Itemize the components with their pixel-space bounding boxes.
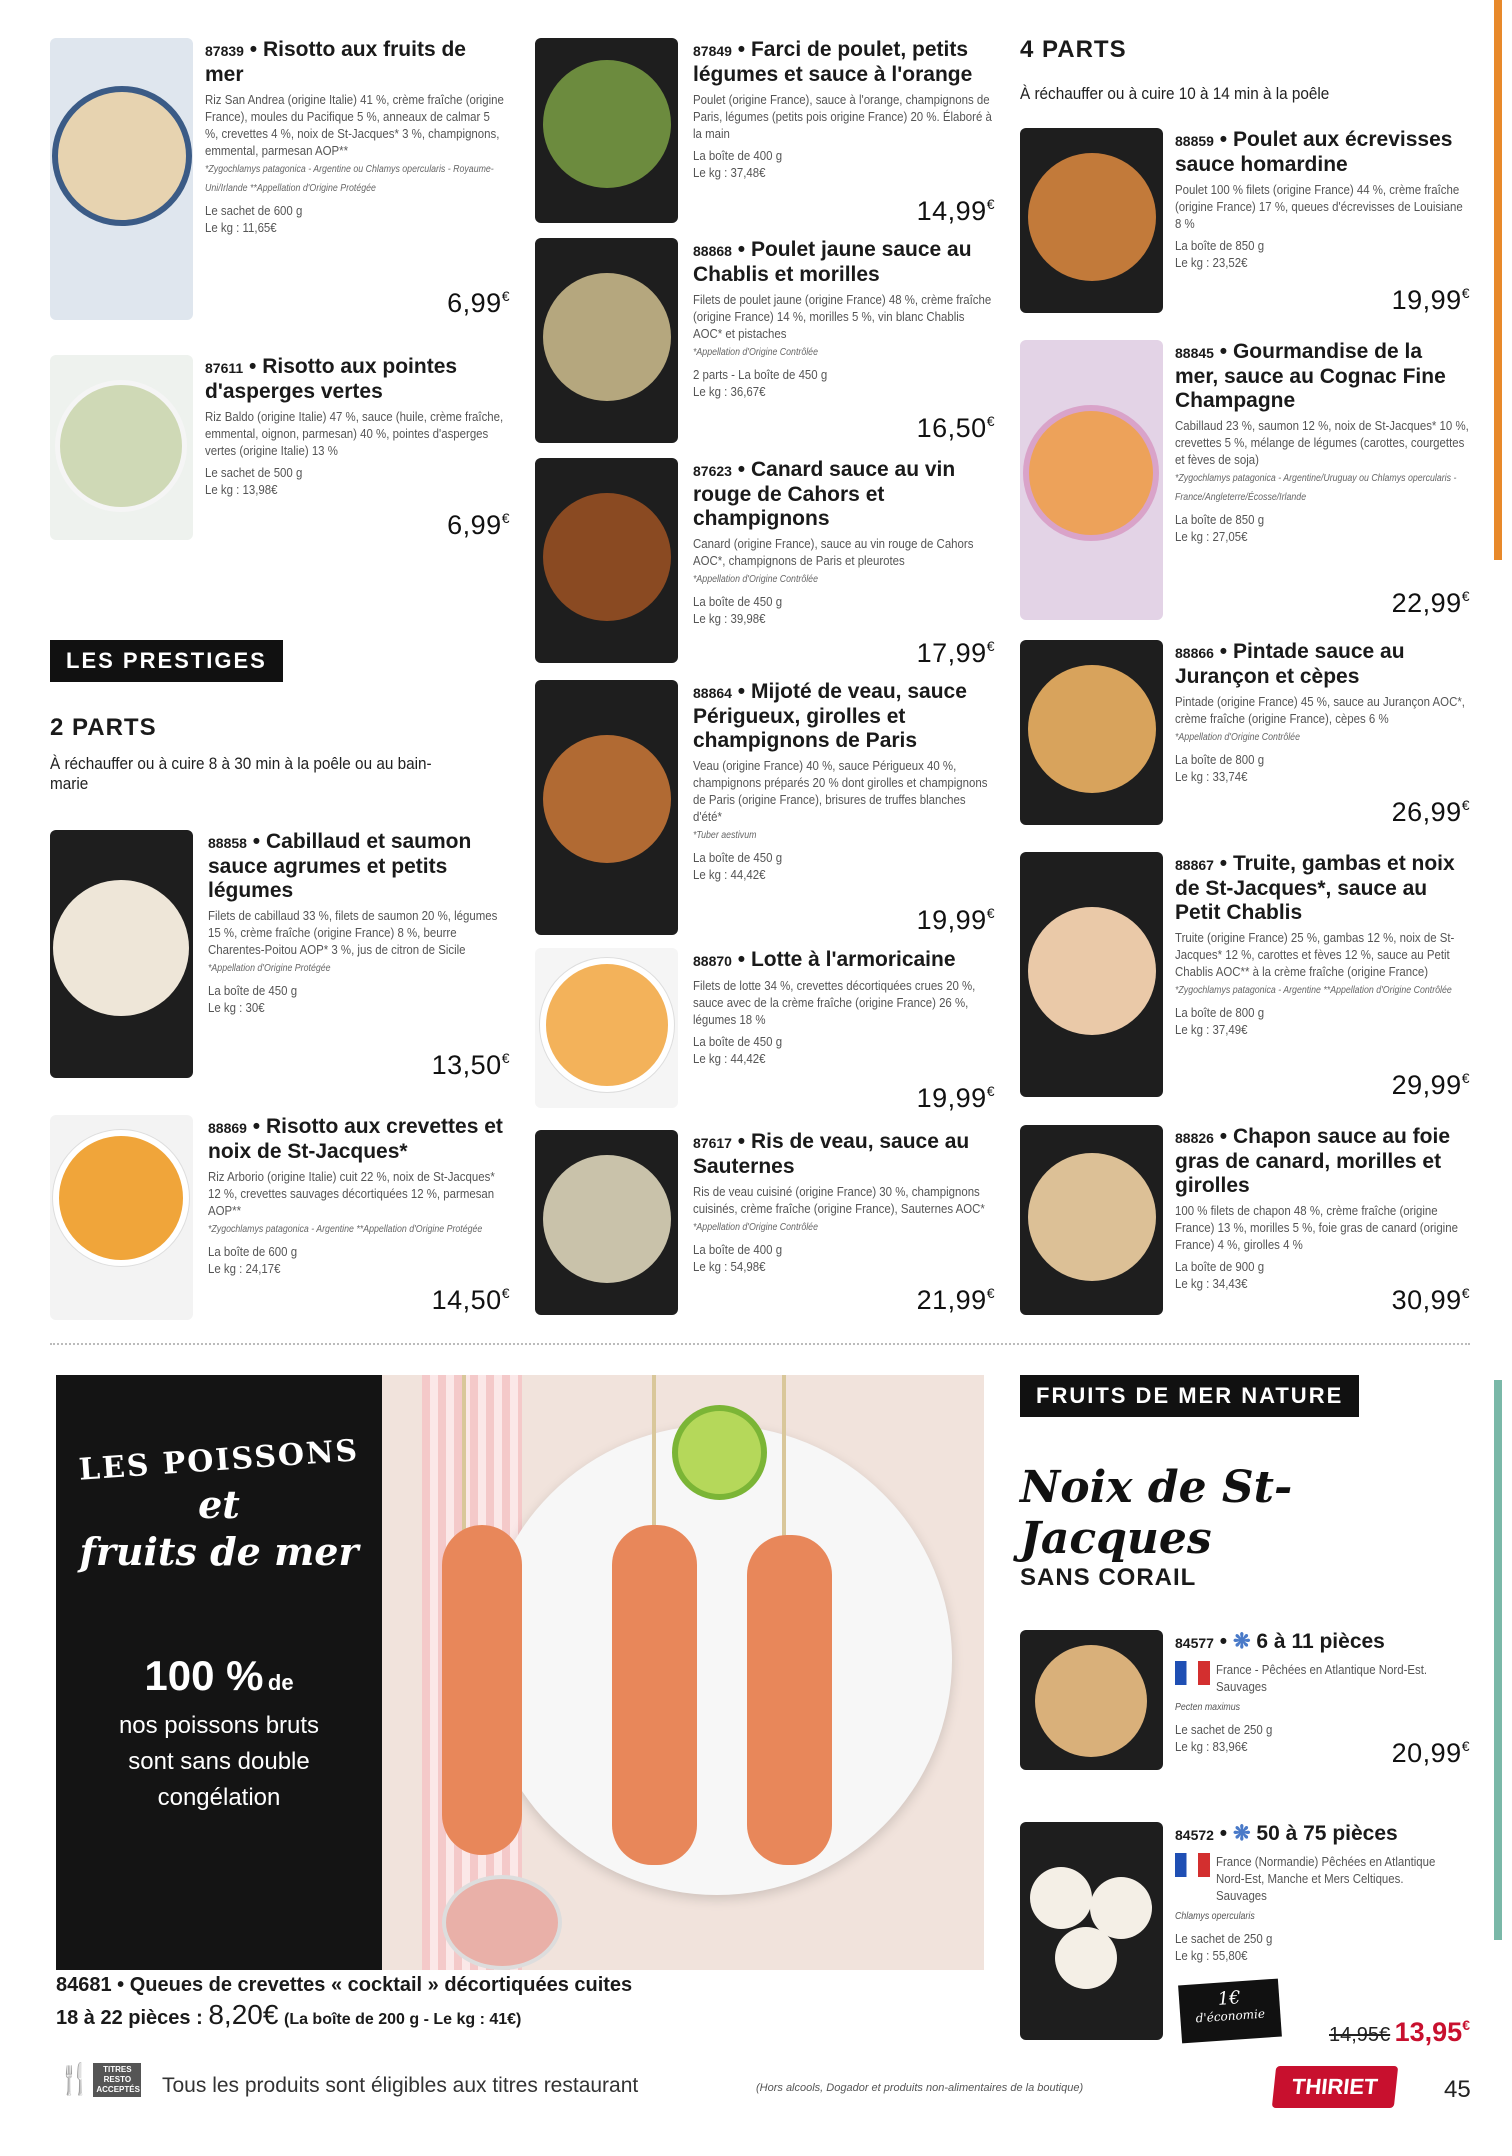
product-latin-name: Chlamys opercularis	[1175, 1911, 1255, 1922]
product-photo	[50, 38, 193, 320]
product-photo	[1020, 1630, 1163, 1770]
product-photo	[50, 355, 193, 540]
product-description: Riz Arborio (origine Italie) cuit 22 %, noix de St-Jacques* 12 %, crevettes sauvages décortiquées 12 %, parmesan AOP** *Zygochlamys patagonica - Argentine **Appellation d'Origine Protégée	[208, 1169, 495, 1235]
poissons-title: LES POISSONS	[77, 1433, 361, 1488]
product-pack: La boîte de 800 g Le kg : 33,74€	[1175, 752, 1265, 784]
shell-icon: ❋	[1232, 1822, 1251, 1845]
product-title: 88869 • Risotto aux crevettes et noix de St-Jacques*	[208, 1115, 503, 1163]
poissons-line3: congélation	[157, 1784, 281, 1811]
product-photo	[535, 948, 678, 1108]
product-price: 17,99€	[916, 638, 995, 668]
product-pack: La boîte de 450 g Le kg : 30€	[208, 983, 298, 1015]
poissons-percent: 100 %	[144, 1652, 264, 1699]
product-88858[interactable]	[50, 830, 510, 1080]
product-photo	[50, 1115, 193, 1320]
product-photo	[1020, 852, 1163, 1097]
crevettes-price: 8,20€	[208, 1999, 279, 2030]
product-origin: France - Pêchées en Atlantique Nord-Est. Sauvages	[1216, 1662, 1428, 1694]
product-title: 88867 • Truite, gambas et noix de St-Jacques*, sauce au Petit Chablis	[1175, 852, 1455, 924]
product-87611[interactable]	[50, 355, 510, 555]
product-photo	[535, 1130, 678, 1315]
footer	[56, 2060, 1476, 2130]
product-88864[interactable]	[535, 680, 995, 940]
product-pack: Le sachet de 600 g Le kg : 11,65€	[205, 203, 303, 235]
product-photo	[535, 458, 678, 663]
france-flag-icon	[1175, 1661, 1210, 1685]
poissons-banner	[56, 1375, 984, 1970]
product-84572[interactable]	[1020, 1822, 1470, 2047]
product-title: 87849 • Farci de poulet, petits légumes et sauce à l'orange	[693, 38, 973, 86]
product-price: 6,99€	[447, 510, 510, 540]
old-price: 14,95€	[1329, 2024, 1391, 2046]
parts-label: 2 PARTS	[50, 714, 157, 741]
product-87849[interactable]	[535, 38, 995, 233]
product-title: 88845 • Gourmandise de la mer, sauce au Cognac Fine Champagne	[1175, 340, 1446, 412]
crevettes-line1: 84681 • Queues de crevettes « cocktail » décortiquées cuites	[56, 1974, 633, 1996]
product-description: Filets de poulet jaune (origine France) 48 %, crème fraîche (origine France) 14 %, morilles 5 %, vin blanc Chablis AOC* et pistaches *Appellation d'Origine Contrôlée	[693, 292, 992, 358]
section-divider	[50, 1343, 1470, 1345]
cutlery-icon: 🍴	[56, 2063, 94, 2096]
product-price: 14,99€	[916, 196, 995, 226]
product-price: 13,50€	[431, 1050, 510, 1080]
product-pack: Le sachet de 500 g Le kg : 13,98€	[205, 465, 303, 497]
product-pack: La boîte de 400 g Le kg : 54,98€	[693, 1242, 783, 1274]
product-description: Truite (origine France) 25 %, gambas 12 %, noix de St-Jacques* 12 %, carottes et fèves 12 %, sauce au Petit Chablis AOC** à la crème fraîche (origine France) *Zygochlamys patagonica - Argentine **Appellation d'Origine Contrôlée	[1175, 930, 1455, 996]
product-title: 87623 • Canard sauce au vin rouge de Cahors et champignons	[693, 458, 956, 530]
product-title: 88859 • Poulet aux écrevisses sauce homardine	[1175, 128, 1453, 176]
product-photo	[1020, 128, 1163, 313]
product-price: 20,99€	[1391, 1738, 1470, 1768]
reheat-instructions: À réchauffer ou à cuire 8 à 30 min à la poêle ou au bain-marie	[50, 754, 432, 793]
product-title: 88864 • Mijoté de veau, sauce Périgueux, girolles et champignons de Paris	[693, 680, 967, 752]
product-pack: La boîte de 800 g Le kg : 37,49€	[1175, 1005, 1265, 1037]
product-price: 13,95€	[1394, 2017, 1470, 2047]
poissons-black-panel	[56, 1375, 382, 1970]
orange-edge-bar	[1494, 0, 1502, 560]
product-price: 30,99€	[1391, 1285, 1470, 1315]
nature-script-title: Noix de St-Jacques	[1020, 1462, 1293, 1564]
product-price: 19,99€	[916, 905, 995, 935]
product-88867[interactable]	[1020, 852, 1470, 1102]
product-photo	[535, 680, 678, 935]
product-price: 29,99€	[1391, 1070, 1470, 1100]
product-88859[interactable]	[1020, 128, 1470, 328]
shell-icon: ❋	[1232, 1630, 1251, 1653]
product-price: 26,99€	[1391, 797, 1470, 827]
product-87623[interactable]	[535, 458, 995, 673]
footer-text: Tous les produits sont éligibles aux titres restaurant	[162, 2074, 639, 2097]
poissons-line2: sont sans double	[128, 1748, 310, 1775]
product-title: 84572 • ❋ 50 à 75 pièces	[1175, 1822, 1398, 1845]
france-flag-icon	[1175, 1853, 1210, 1877]
product-88845[interactable]	[1020, 340, 1470, 630]
product-title: 88868 • Poulet jaune sauce au Chablis et morilles	[693, 238, 972, 286]
section-header-fruits-de-mer-nature: FRUITS DE MER NATURE	[1020, 1375, 1359, 1417]
product-pack: La boîte de 450 g Le kg : 39,98€	[693, 594, 783, 626]
product-88868[interactable]	[535, 238, 995, 448]
nature-subtitle: SANS CORAIL	[1020, 1564, 1197, 1591]
product-latin-name: Pecten maximus	[1175, 1702, 1241, 1713]
shrimp-photo	[382, 1375, 984, 1970]
crevettes-product[interactable]	[56, 1974, 986, 2031]
product-title: 88826 • Chapon sauce au foie gras de canard, morilles et girolles	[1175, 1125, 1451, 1197]
product-description: Filets de cabillaud 33 %, filets de saumon 20 %, légumes 15 %, crème fraîche (origine France) 8 %, beurre Charentes-Poitou AOP* 3 %, jus de citron de Sicile *Appellation d'Origine Protégée	[208, 908, 498, 974]
product-description: Canard (origine France), sauce au vin rouge de Cahors AOC*, champignons de Paris et pleurotes *Appellation d'Origine Contrôlée	[693, 536, 974, 585]
savings-badge: 1€ d'économie	[1178, 1979, 1282, 2044]
product-description: Poulet (origine France), sauce à l'orange, champignons de Paris, légumes (petits pois origine France) 20 %. Élaboré à la main	[693, 92, 992, 141]
product-photo	[1020, 340, 1163, 620]
product-pack: La boîte de 450 g Le kg : 44,42€	[693, 850, 783, 882]
product-origin: France (Normandie) Pêchées en Atlantique Nord-Est, Manche et Mers Celtiques. Sauvages	[1216, 1854, 1436, 1903]
teal-edge-bar	[1494, 1380, 1502, 1940]
product-photo	[1020, 640, 1163, 825]
product-title: 87617 • Ris de veau, sauce au Sauternes	[693, 1130, 970, 1178]
product-description: Filets de lotte 34 %, crevettes décortiquées crues 20 %, sauce avec de la crème fraîche (origine France) 26 %, légumes 18 %	[693, 978, 976, 1027]
product-price: 14,50€	[431, 1285, 510, 1315]
product-description: Pintade (origine France) 45 %, sauce au Jurançon AOC*, crème fraîche (origine France), cèpes 6 % *Appellation d'Origine Contrôlée	[1175, 694, 1465, 743]
crevettes-pack: (La boîte de 200 g - Le kg : 41€)	[283, 2011, 522, 2028]
product-pack: La boîte de 850 g Le kg : 27,05€	[1175, 512, 1265, 544]
product-photo	[535, 38, 678, 223]
poissons-de: de	[267, 1670, 294, 1695]
product-title: 88870 • Lotte à l'armoricaine	[693, 948, 956, 971]
product-88866[interactable]	[1020, 640, 1470, 840]
product-description: Riz Baldo (origine Italie) 47 %, sauce (huile, crème fraîche, emmental, oignon, parmesan) 40 %, pointes d'asperges vertes (origine Italie) 13 %	[205, 409, 504, 458]
product-pack: 2 parts - La boîte de 450 g Le kg : 36,67€	[693, 367, 828, 399]
poissons-line1: nos poissons bruts	[118, 1712, 320, 1739]
product-title: 87839 • Risotto aux fruits de mer	[205, 38, 466, 86]
product-pack: La boîte de 400 g Le kg : 37,48€	[693, 148, 783, 180]
product-title: 87611 • Risotto aux pointes d'asperges vertes	[205, 355, 458, 403]
product-description: 100 % filets de chapon 48 %, crème fraîche (origine France) 13 %, morilles 5 %, foie gras de canard (origine France) 4 %, girolles 4 %	[1175, 1203, 1458, 1252]
product-price: 19,99€	[916, 1083, 995, 1113]
thiriet-logo: THIRIET	[1272, 2066, 1398, 2108]
product-description: Cabillaud 23 %, saumon 12 %, noix de St-Jacques* 10 %, crevettes 5 %, mélange de légumes (carottes, courgettes et fèves de soja) *Zygochlamys patagonica - Argentine/Uruguay ou Chlamys opercularis - France/Angleterre/Écosse/Irlande	[1175, 418, 1469, 503]
product-description: Poulet 100 % filets (origine France) 44 %, crème fraîche (origine France) 17 %, queues d'écrevisses de Louisiane 8 %	[1175, 182, 1463, 231]
product-photo	[535, 238, 678, 443]
poissons-subtitle: fruits de mer	[79, 1529, 359, 1574]
poissons-et: et	[198, 1482, 240, 1527]
product-88869[interactable]	[50, 1115, 510, 1330]
product-title: 88866 • Pintade sauce au Jurançon et cèpes	[1175, 640, 1405, 688]
product-photo	[50, 830, 193, 1078]
product-price: 21,99€	[916, 1285, 995, 1315]
product-pack: Le sachet de 250 g Le kg : 83,96€	[1175, 1722, 1273, 1754]
product-description: Veau (origine France) 40 %, sauce Périgueux 40 %, champignons préparés 20 % dont girolles et champignons de Paris (origine France), brisures de truffes blanches d'été* *Tuber aestivum	[693, 758, 988, 841]
product-description: Ris de veau cuisiné (origine France) 30 %, champignons cuisinés, crème fraîche (origine France), Sauternes AOC* *Appellation d'Origine Contrôlée	[693, 1184, 985, 1233]
product-pack: La boîte de 600 g Le kg : 24,17€	[208, 1244, 298, 1276]
product-87839[interactable]	[50, 38, 510, 328]
product-price: 22,99€	[1391, 588, 1470, 618]
product-price: 16,50€	[916, 413, 995, 443]
section-header-prestiges: LES PRESTIGES	[50, 640, 283, 682]
product-description: Riz San Andrea (origine Italie) 41 %, crème fraîche (origine France), moules du Pacifique 5 %, anneaux de calmar 5 %, crevettes 4 %, noix de St-Jacques* 3 %, champignons, emmental, parmesan AOP** *Zygochlamys patagonica - Argentine ou Chlamys opercularis - Royaume-Uni/Irlande **Appellation d'Origine Protégée	[205, 92, 504, 194]
product-pack: Le sachet de 250 g Le kg : 55,80€	[1175, 1931, 1273, 1963]
product-pack: La boîte de 850 g Le kg : 23,52€	[1175, 238, 1265, 270]
page-number: 45	[1444, 2076, 1471, 2103]
crevettes-pieces: 18 à 22 pièces :	[56, 2007, 203, 2029]
reheat-instructions: À réchauffer ou à cuire 10 à 14 min à la poêle	[1020, 84, 1330, 103]
product-title: 88858 • Cabillaud et saumon sauce agrumes et petits légumes	[208, 830, 472, 902]
product-pack: La boîte de 450 g Le kg : 44,42€	[693, 1034, 783, 1066]
product-pack: La boîte de 900 g Le kg : 34,43€	[1175, 1259, 1265, 1291]
product-photo	[1020, 1822, 1163, 2040]
product-photo	[1020, 1125, 1163, 1315]
lime-slice	[672, 1405, 767, 1500]
product-84577[interactable]	[1020, 1630, 1470, 1790]
product-price: 6,99€	[447, 288, 510, 318]
product-price: 19,99€	[1391, 285, 1470, 315]
product-88826[interactable]	[1020, 1125, 1470, 1330]
product-87617[interactable]	[535, 1130, 995, 1330]
titres-resto-logo: 🍴 TITRES RESTO ACCEPTÉS	[56, 2063, 140, 2096]
product-title: 84577 • ❋ 6 à 11 pièces	[1175, 1630, 1385, 1653]
parts-label: 4 PARTS	[1020, 36, 1127, 63]
product-88870[interactable]	[535, 948, 995, 1118]
footer-small: (Hors alcools, Dogador et produits non-alimentaires de la boutique)	[756, 2082, 1084, 2094]
